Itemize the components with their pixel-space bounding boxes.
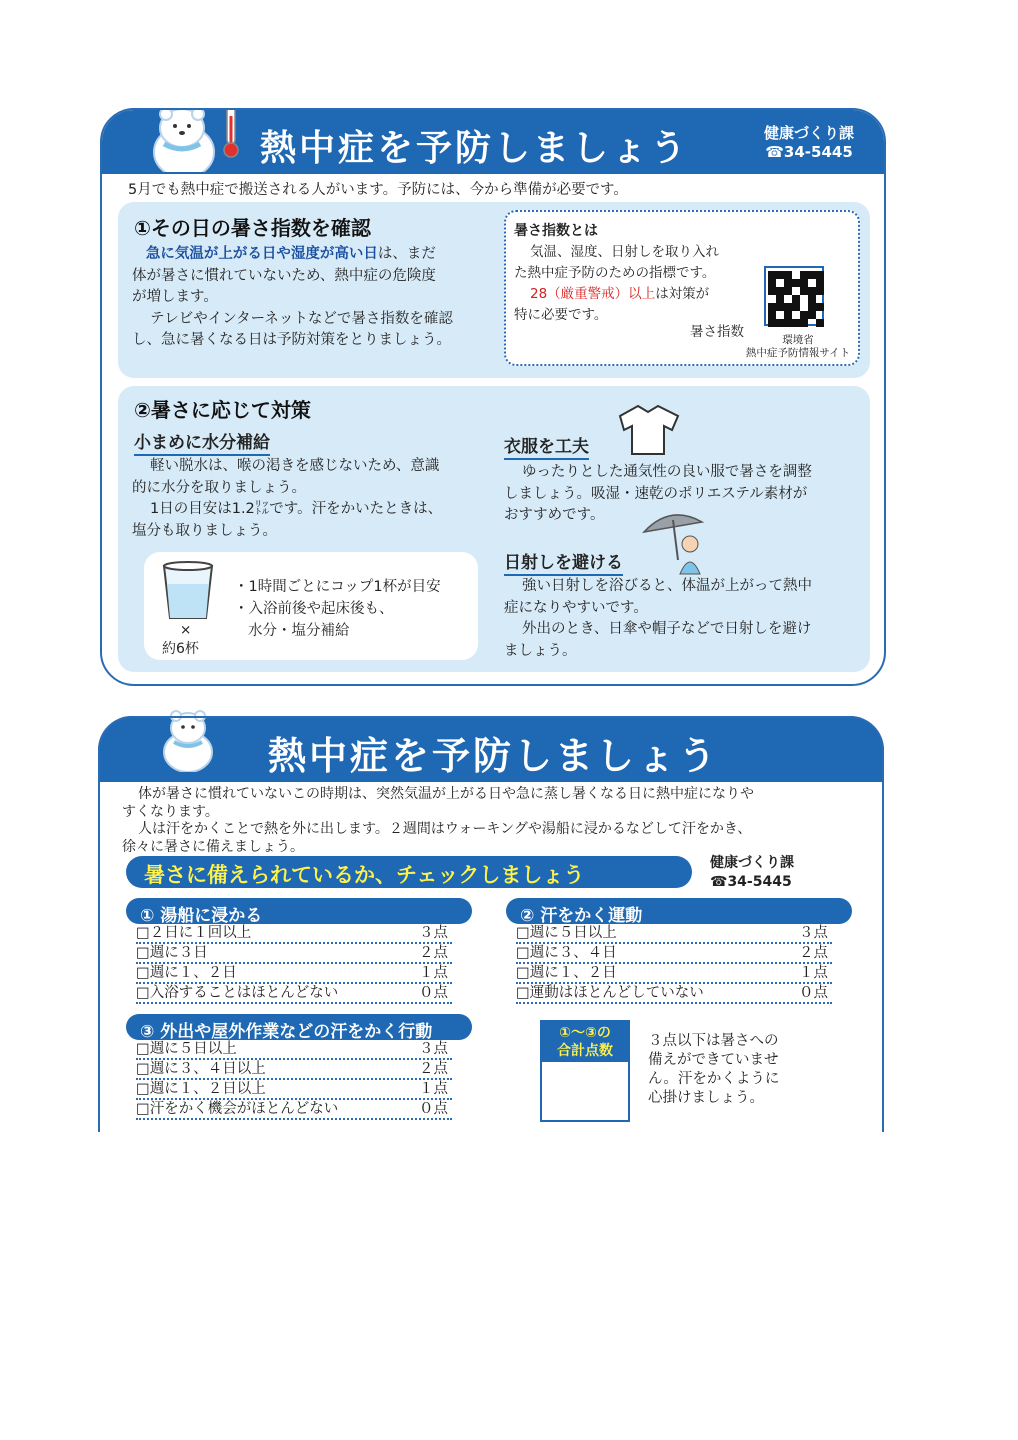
source-site <box>738 334 858 360</box>
section1-body <box>132 244 498 352</box>
sun-line-a: 強い日射しを浴びると、体温が上がって熱中 <box>522 578 812 594</box>
check-item[interactable] <box>136 984 452 1004</box>
water-p1b: 的に水分を取りましょう。 <box>132 479 306 496</box>
dept-name: 健康づくり課 <box>710 855 794 871</box>
total-score-input-area[interactable] <box>542 1062 628 1120</box>
section1-line1: は、まだ <box>377 246 436 262</box>
check-item-label: □週に３、４日以上 <box>136 1061 266 1077</box>
check-item-label: □２日に１回以上 <box>136 925 252 941</box>
section1-line3: が増します。 <box>132 289 218 305</box>
total-score-header <box>542 1022 628 1062</box>
water-p1a: 軽い脱水は、喉の渇きを感じないため、意識 <box>150 458 440 474</box>
t-shirt-icon <box>618 402 684 458</box>
water-p2a: 1日の目安は1.2㍑です。汗をかいたときは、 <box>150 501 443 517</box>
sun-line-b: 症になりやすいです。 <box>504 599 648 616</box>
check-title: 暑さに備えられているか、チェックしましょう <box>144 863 585 887</box>
check-item-label: □週に１、２日 <box>136 965 237 981</box>
cup-multiplier: × <box>180 622 192 638</box>
check-group-3-list <box>136 1040 452 1120</box>
total-score-box <box>540 1020 630 1122</box>
polar-bear-icon <box>146 108 222 172</box>
panel2-intro4: 徐々に暑さに備えましょう。 <box>122 838 304 855</box>
water-tips <box>234 576 441 642</box>
sun-heading: 日射しを避ける <box>504 548 623 576</box>
source-site-name: 熱中症予防情報サイト <box>745 347 851 359</box>
check-item[interactable] <box>136 1100 452 1120</box>
section1-line5: し、急に暑くなる日は予防対策をとりましょう。 <box>132 332 451 348</box>
check-group-2-list <box>516 924 832 1004</box>
water-tip2: ・入浴前後や起床後も、 <box>234 601 394 617</box>
check-item-points: ０点 <box>799 985 828 1001</box>
check-item-label: □週に１、２日 <box>516 965 617 981</box>
wbgt-red-text: 28（厳重警戒）以上 <box>530 286 656 302</box>
panel2-intro3: 人は汗をかくことで熱を外に出します。２週間はウォーキングや湯船に浸かるなどして汗をかき、 <box>138 821 752 837</box>
check-item-points: ０点 <box>419 1101 448 1117</box>
check-group-1-title: ① 湯船に浸かる <box>140 906 263 926</box>
qr-code-icon[interactable] <box>764 266 824 326</box>
advice-line4: 心掛けましょう。 <box>648 1090 764 1106</box>
check-item-points: ３点 <box>799 925 828 941</box>
check-item-points: ２点 <box>419 1061 448 1077</box>
dept-name: 健康づくり課 <box>763 124 854 142</box>
sun-line-d: ましょう。 <box>504 642 577 659</box>
phone-number: ☎34-5445 <box>710 874 792 890</box>
clothes-line-b: しましょう。吸湿・速乾のポリエステル素材が <box>504 485 808 502</box>
sun-line-c: 外出のとき、日傘や帽子などで日射しを避け <box>522 621 812 637</box>
section1-line4: テレビやインターネットなどで暑さ指数を確認 <box>150 310 453 327</box>
wbgt-info-box <box>504 210 860 366</box>
water-glass-icon <box>158 558 218 622</box>
water-tip-box <box>144 552 478 660</box>
panel2-intro2: すくなります。 <box>122 803 219 820</box>
section1-emphasis: 急に気温が上がる日や湿度が高い日 <box>145 246 378 262</box>
check-item-label: □週に５日以上 <box>516 925 617 941</box>
check-item-label: □週に１、２日以上 <box>136 1081 266 1097</box>
check-item-points: ０点 <box>419 985 448 1001</box>
panel2-title: 熱中症を予防しましょう <box>268 734 720 778</box>
check-item-label: □運動はほとんどしていない <box>516 985 704 1001</box>
panel2-intro1: 体が暑さに慣れていないこの時期は、突然気温が上がる日や急に蒸し暑くなる日に熱中症になりや <box>138 786 754 802</box>
check-item-label: □週に５日以上 <box>136 1041 237 1057</box>
clothes-line-a: ゆったりとした通気性の良い服で暑さを調整 <box>522 464 812 480</box>
water-body <box>132 456 496 542</box>
cup-count: 約6杯 <box>162 641 199 657</box>
water-p2b: 塩分も取りましょう。 <box>132 522 277 539</box>
total-label-1: ①～③の <box>559 1025 611 1041</box>
section2-heading: ②暑さに応じて対策 <box>134 398 311 422</box>
qr-label: 暑さ指数 <box>690 324 744 340</box>
heatstroke-panel-1 <box>100 108 886 686</box>
check-group-1-list <box>136 924 452 1004</box>
total-label-2: 合計点数 <box>557 1043 613 1059</box>
clothes-line-c: おすすめです。 <box>504 507 605 523</box>
panel1-contact <box>754 124 864 162</box>
advice-line2: 備えができていませ <box>648 1052 779 1068</box>
sun-body <box>504 576 812 662</box>
check-item-points: ２点 <box>419 945 448 961</box>
check-title-bar <box>126 856 692 888</box>
parasol-person-icon <box>640 510 714 576</box>
check-group-2-title: ② 汗をかく運動 <box>520 906 643 926</box>
water-heading: 小まめに水分補給 <box>134 428 270 456</box>
check-item-points: １点 <box>419 1081 448 1097</box>
section2-box <box>118 386 870 672</box>
wbgt-line1: 気温、湿度、日射しを取り入れ <box>530 244 719 260</box>
check-item-label: □週に３日 <box>136 945 208 961</box>
check-item[interactable] <box>516 984 832 1004</box>
check-item-points: １点 <box>799 965 828 981</box>
check-item-label: □汗をかく機会がほとんどない <box>136 1101 339 1117</box>
check-item-points: ３点 <box>419 925 448 941</box>
section1-line2: 体が暑さに慣れていないため、熱中症の危険度 <box>132 267 436 284</box>
wbgt-line4: 特に必要です。 <box>514 307 608 323</box>
wbgt-line2: た熱中症予防のための指標です。 <box>514 265 716 281</box>
check-item-label: □入浴することはほとんどない <box>136 985 339 1001</box>
wbgt-body <box>514 242 719 326</box>
check-group-3-title: ③ 外出や屋外作業などの汗をかく行動 <box>140 1022 433 1042</box>
heatstroke-panel-2 <box>98 716 884 1132</box>
phone-number: ☎34-5445 <box>765 143 853 161</box>
panel2-intro <box>122 786 754 856</box>
clothes-heading: 衣服を工夫 <box>504 432 589 460</box>
panel2-contact <box>710 854 794 892</box>
source-ministry: 環境省 <box>782 334 814 346</box>
check-item-points: ３点 <box>419 1041 448 1057</box>
advice-line3: ん。汗をかくように <box>648 1071 780 1087</box>
advice-line1: ３点以下は暑さへの <box>648 1033 779 1049</box>
check-item-points: １点 <box>419 965 448 981</box>
wbgt-line3: は対策が <box>655 286 710 302</box>
water-tip1: ・1時間ごとにコップ1杯が目安 <box>234 579 441 595</box>
wbgt-title: 暑さ指数とは <box>514 223 598 239</box>
panel1-intro: 5月でも熱中症で搬送される人がいます。予防には、今から準備が必要です。 <box>128 182 628 198</box>
total-advice <box>648 1032 779 1108</box>
check-item-label: □週に３、４日 <box>516 945 617 961</box>
water-tip3: 水分・塩分補給 <box>248 623 350 639</box>
check-item-points: ２点 <box>799 945 828 961</box>
panel1-title: 熱中症を予防しましょう <box>260 128 690 169</box>
thermometer-icon <box>220 108 242 160</box>
section1-heading: ①その日の暑さ指数を確認 <box>134 216 371 240</box>
panel1-header <box>102 110 884 174</box>
